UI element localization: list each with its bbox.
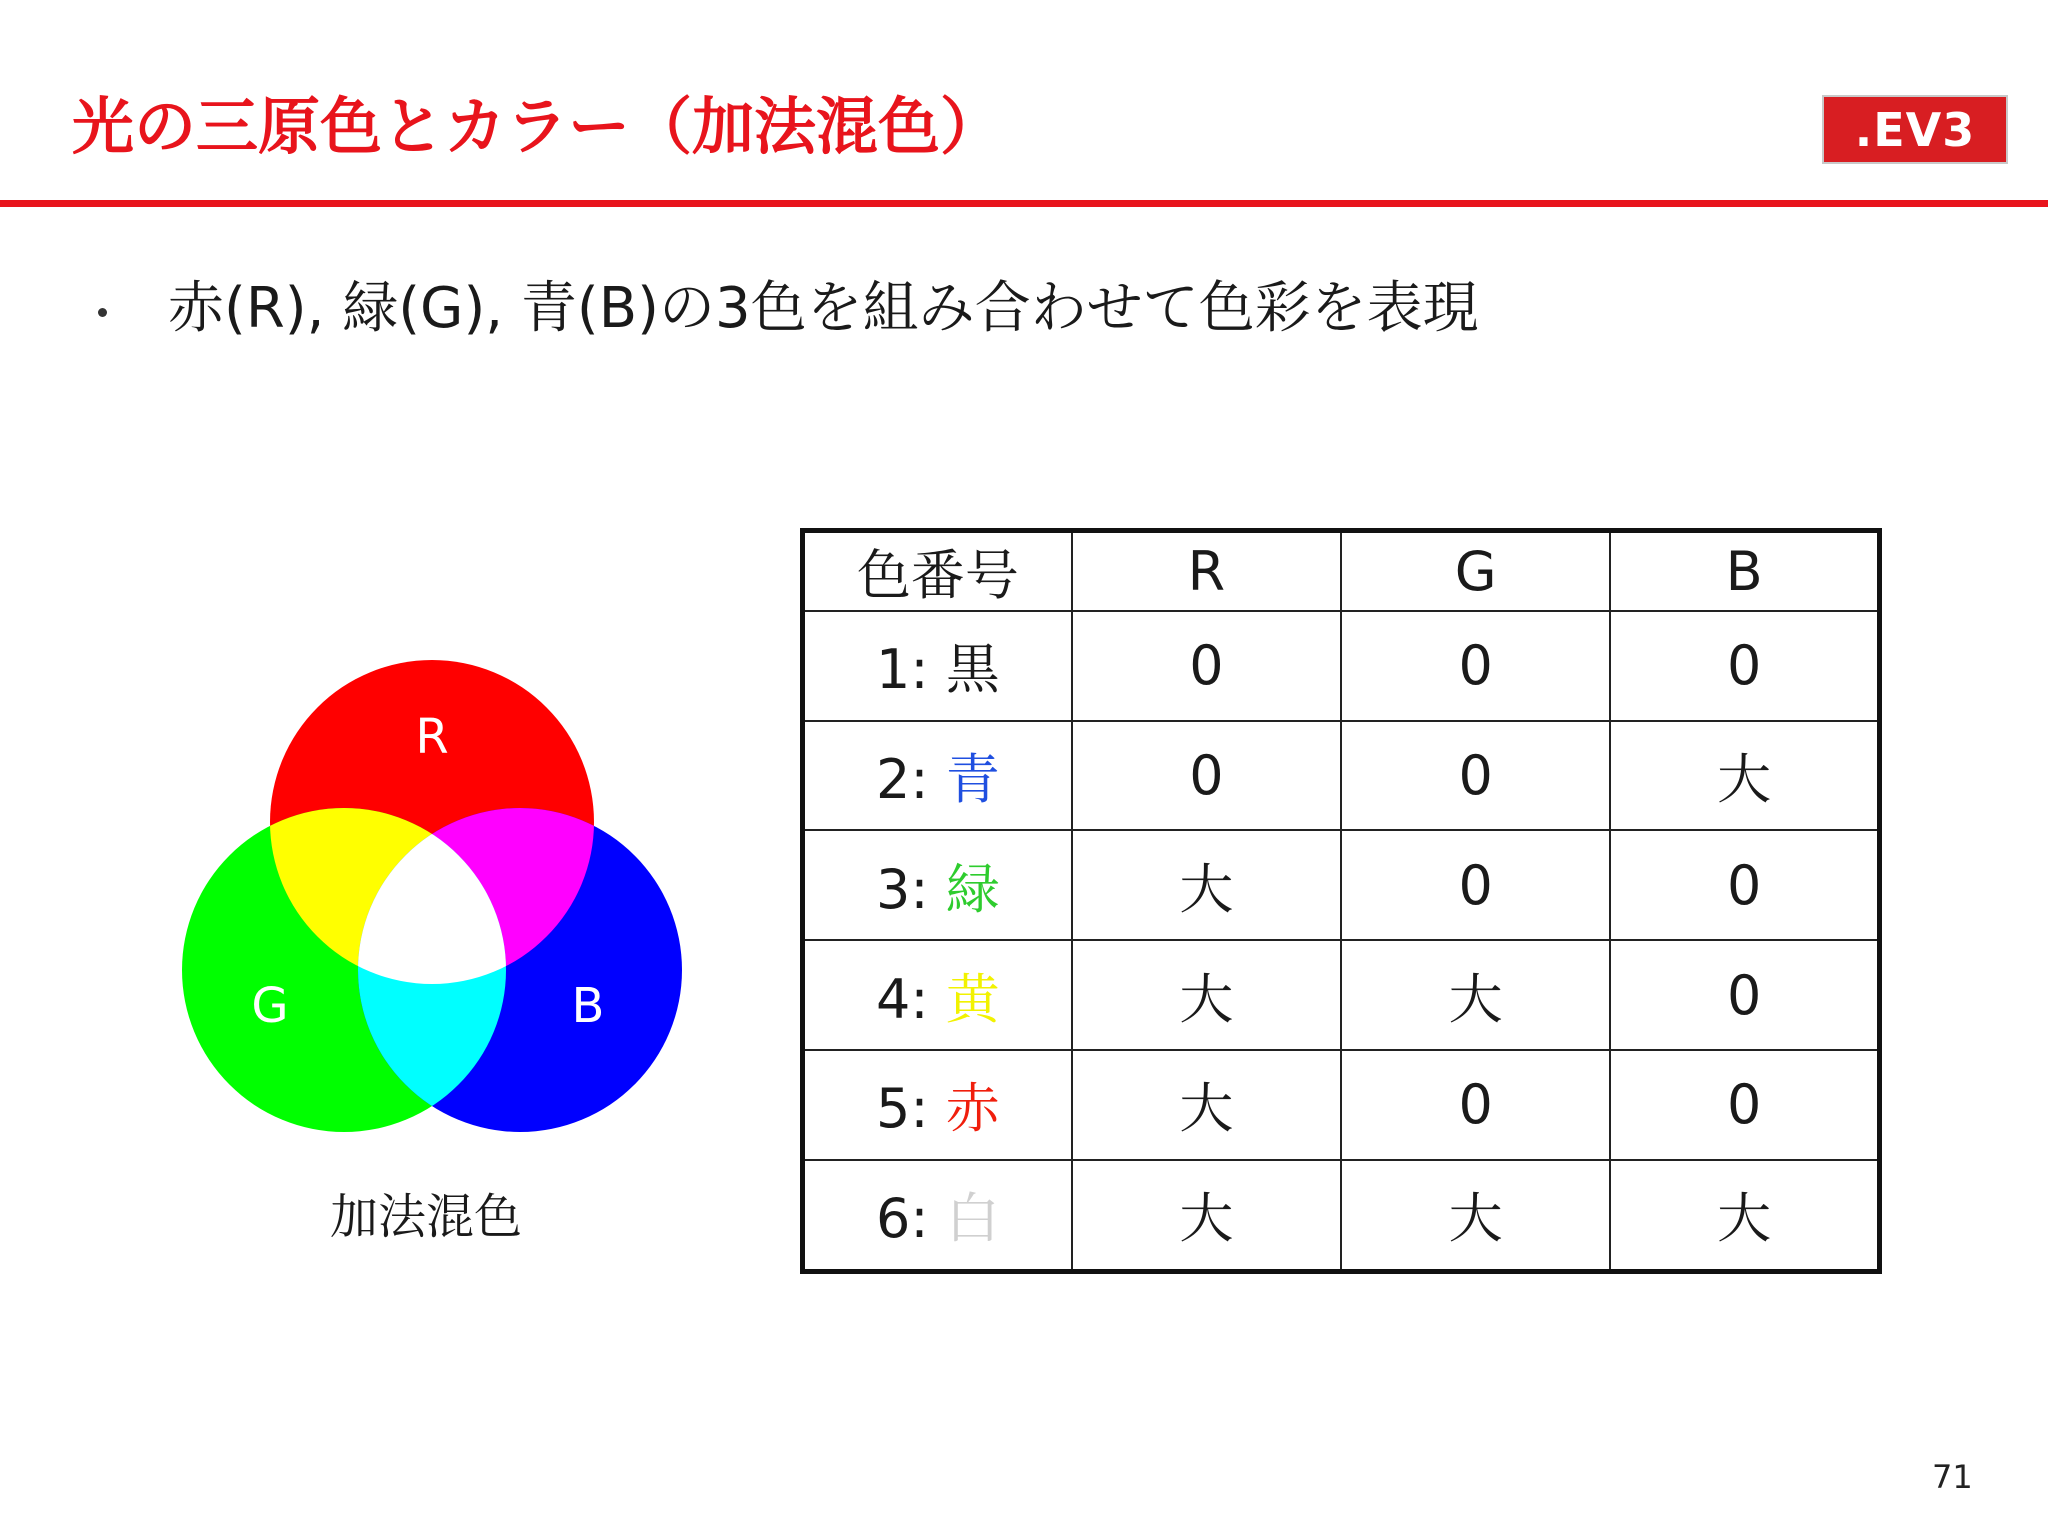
value-cell-r: 大	[1072, 940, 1341, 1050]
color-name: 黒	[945, 638, 1000, 702]
color-number: 5:	[876, 1077, 929, 1141]
value-cell-g: 0	[1341, 721, 1610, 831]
table-row	[803, 830, 1880, 940]
label-b: B	[571, 978, 605, 1034]
color-number: 2:	[876, 748, 929, 812]
value-cell-b: 大	[1610, 721, 1879, 831]
value-cell-b: 0	[1610, 940, 1879, 1050]
color-name: 青	[945, 748, 1000, 812]
color-number-cell	[803, 830, 1072, 940]
diagram-caption: 加法混色	[330, 1189, 523, 1245]
value-cell-b: 0	[1610, 830, 1879, 940]
value-cell-r: 大	[1072, 830, 1341, 940]
value-cell-b: 0	[1610, 611, 1879, 721]
ev3-logo	[1822, 95, 2008, 164]
additive-color-diagram	[172, 650, 692, 1150]
color-number: 1:	[876, 638, 929, 702]
value-cell-g: 0	[1341, 1050, 1610, 1160]
slide-title: 光の三原色とカラー（加法混色）	[72, 90, 1003, 163]
value-cell-g: 大	[1341, 940, 1610, 1050]
color-name: 白	[945, 1187, 1000, 1251]
table-row	[803, 1160, 1880, 1272]
value-cell-r: 大	[1072, 1160, 1341, 1272]
color-table	[800, 528, 1882, 1274]
value-cell-g: 0	[1341, 611, 1610, 721]
bullet-text: 赤(R), 緑(G), 青(B)の3色を組み合わせて色彩を表現	[168, 276, 1479, 341]
color-name: 緑	[945, 857, 1000, 921]
color-number-cell	[803, 611, 1072, 721]
bullet-icon	[98, 308, 107, 317]
color-number: 3:	[876, 857, 929, 921]
color-number-cell	[803, 1050, 1072, 1160]
header-r: R	[1072, 531, 1341, 612]
value-cell-g: 大	[1341, 1160, 1610, 1272]
value-cell-r: 0	[1072, 611, 1341, 721]
table-row	[803, 940, 1880, 1050]
value-cell-b: 大	[1610, 1160, 1879, 1272]
header-color-number: 色番号	[803, 531, 1072, 612]
logo-text: .EV3	[1854, 102, 1976, 157]
value-cell-r: 大	[1072, 1050, 1341, 1160]
value-cell-r: 0	[1072, 721, 1341, 831]
page-number: 71	[1932, 1458, 1973, 1496]
color-number: 4:	[876, 967, 929, 1031]
color-name: 赤	[945, 1077, 1000, 1141]
color-number-cell	[803, 940, 1072, 1050]
header-b: B	[1610, 531, 1879, 612]
table-row	[803, 611, 1880, 721]
label-g: G	[251, 978, 289, 1034]
table-body	[803, 611, 1880, 1272]
value-cell-b: 0	[1610, 1050, 1879, 1160]
table-row	[803, 1050, 1880, 1160]
color-number-cell	[803, 1160, 1072, 1272]
table-row	[803, 721, 1880, 831]
color-number: 6:	[876, 1187, 929, 1251]
label-r: R	[415, 709, 449, 765]
header-g: G	[1341, 531, 1610, 612]
title-divider	[0, 200, 2048, 207]
value-cell-g: 0	[1341, 830, 1610, 940]
color-number-cell	[803, 721, 1072, 831]
color-name: 黄	[945, 967, 1000, 1031]
table-header-row	[803, 531, 1880, 612]
